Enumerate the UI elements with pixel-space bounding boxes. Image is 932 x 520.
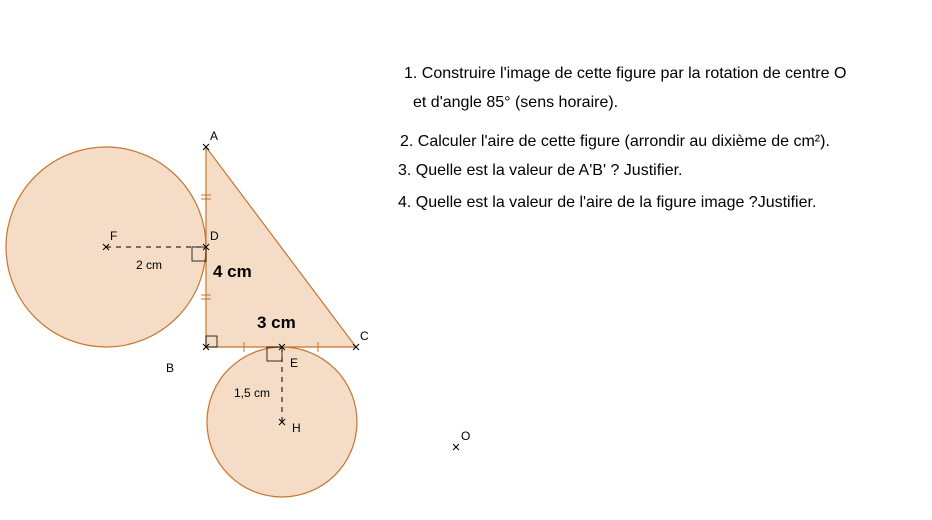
label-b: B (166, 361, 175, 375)
question-3: 3. Quelle est la valeur de A'B' ? Justifier. (398, 162, 683, 179)
measure-radius-big: 2 cm (136, 258, 163, 272)
question-4: 4. Quelle est la valeur de l'aire de la figure image ?Justifier. (398, 194, 817, 211)
label-d: D (210, 229, 219, 243)
question-1-line-1: 1. Construire l'image de cette figure par la rotation de centre O (404, 65, 847, 82)
question-1-line-2: et d'angle 85° (sens horaire). (413, 94, 619, 111)
measure-side-ab: 4 cm (213, 262, 252, 281)
question-2: 2. Calculer l'aire de cette figure (arrondir au dixième de cm²). (400, 133, 830, 150)
measure-radius-small: 1,5 cm (234, 386, 271, 400)
label-c: C (360, 329, 369, 343)
cross-o (453, 444, 459, 450)
label-o: O (461, 429, 471, 443)
measure-side-bc: 3 cm (257, 313, 296, 332)
label-a: A (210, 129, 219, 143)
label-h: H (292, 421, 301, 435)
label-e: E (290, 356, 299, 370)
label-f: F (110, 229, 118, 243)
